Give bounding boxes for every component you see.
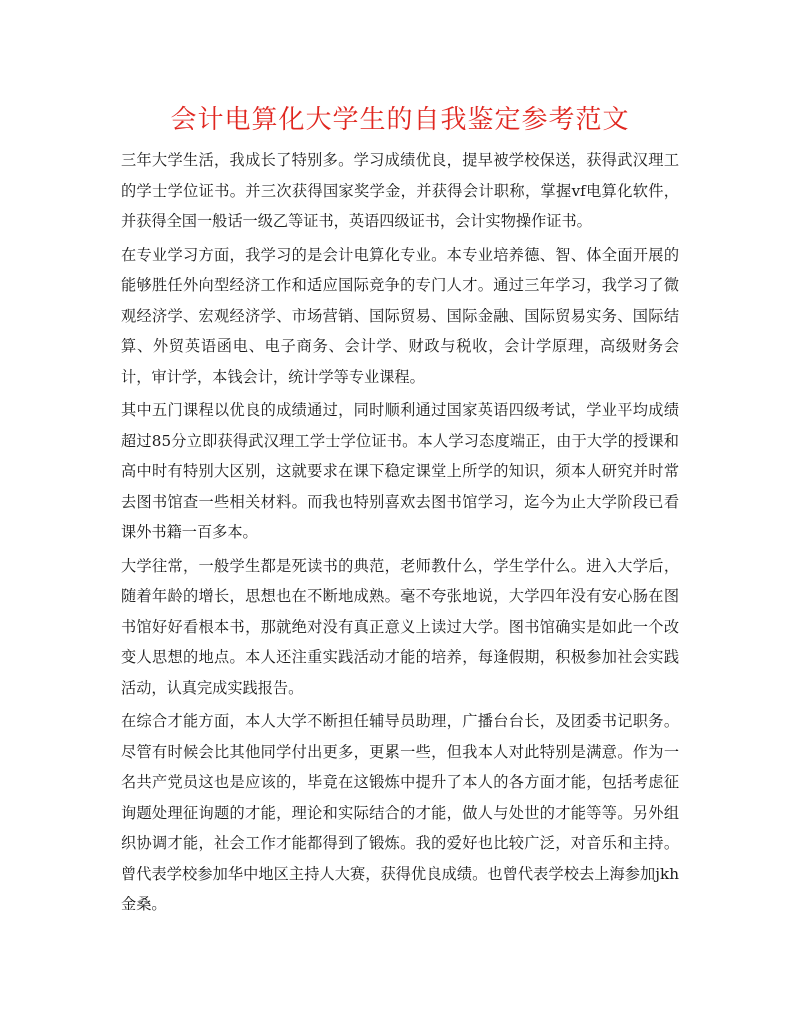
paragraph-3: 其中五门课程以优良的成绩通过，同时顺利通过国家英语四级考试，学业平均成绩超过85分立即获得武汉理工学士学位证书。本人学习态度端正，由于大学的授课和高中时有特别大区别，这就要求在课下稳定课堂上所学的知识，须本人研究并时常去图书馆查一些相关材料。而我也特别喜欢去图书馆学习，迄今为止大学阶段已看课外书籍一百多本。 (121, 401, 679, 541)
document-body (121, 145, 679, 923)
paragraph-4: 大学往常，一般学生都是死读书的典范，老师教什么，学生学什么。进入大学后，随着年龄的增长，思想也在不断地成熟。毫不夸张地说，大学四年没有安心肠在图书馆好好看根本书，那就绝对没有真正意义上读过大学。图书馆确实是如此一个改变人思想的地点。本人还注重实践活动才能的培养，每逢假期，积极参加社会实践活动，认真完成实践报告。 (121, 556, 679, 697)
paragraph-5: 在综合才能方面，本人大学不断担任辅导员助理，广播台台长，及团委书记职务。尽管有时候会比其他同学付出更多，更累一些，但我本人对此特别是满意。作为一名共产党员这也是应该的，毕竟在这锻炼中提升了本人的各方面才能，包括考虑征询题处理征询题的才能，理论和实际结合的才能，做人与处世的才能等等。另外组织协调才能，社会工作才能都得到了锻炼。我的爱好也比较广泛，对音乐和主持。曾代表学校参加华中地区主持人大赛，获得优良成绩。也曾代表学校去上海参加jkh金桑。 (121, 712, 679, 913)
paragraph-2: 在专业学习方面，我学习的是会计电算化专业。本专业培养德、智、体全面开展的能够胜任外向型经济工作和适应国际竞争的专门人才。通过三年学习，我学习了微观经济学、宏观经济学、市场营销、国际贸易、国际金融、国际贸易实务、国际结算、外贸英语函电、电子商务、会计学、财政与税收，会计学原理，高级财务会计，审计学，本钱会计，统计学等专业课程。 (121, 245, 679, 386)
document-title: 会计电算化大学生的自我鉴定参考范文 (170, 105, 630, 135)
paragraph-1: 三年大学生活，我成长了特别多。学习成绩优良，提早被学校保送，获得武汉理工的学士学位证书。并三次获得国家奖学金，并获得会计职称，掌握vf电算化软件，并获得全国一般话一级乙等证书，英语四级证书，会计实物操作证书。 (121, 151, 679, 230)
